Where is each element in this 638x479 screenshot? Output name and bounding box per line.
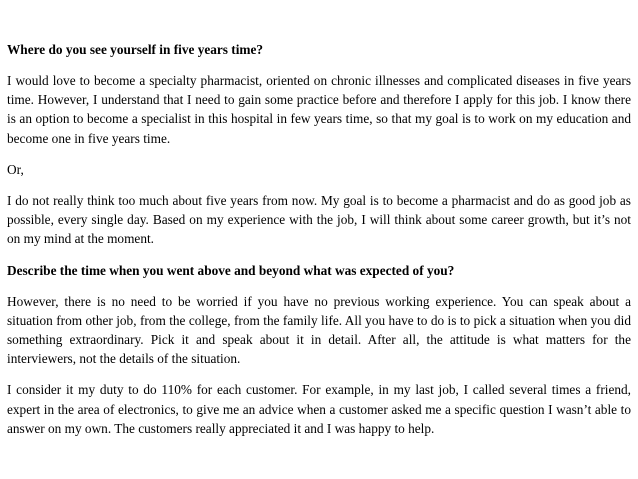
separator-or: Or, bbox=[7, 161, 24, 177]
advice-paragraph: However, there is no need to be worried if you have no previous working experience. You can speak about a situation from other job, from the college, from the family life. All you have to do is to pick a situation when you did something extraordinary. Pick it and speak about it in detail. After all, the attitude is what matters for the interviewers, not the details of the situation. bbox=[7, 293, 631, 367]
answer-paragraph-specialty-pharmacist: I would love to become a specialty pharmacist, oriented on chronic illnesses and complicated diseases in five years time. However, I understand that I need to gain some practice before and therefore I apply for this job. I know there is an option to become a specialist in this hospital in few years time, so that my goal is to work on my education and become one in five years time. bbox=[7, 73, 631, 146]
answer-paragraph-alternative: I do not really think too much about five years from now. My goal is to become a pharmacist and do as good job as possible, every single day. Based on my experience with the job, I will think about some career growth, but it’s not on my mind at the moment. bbox=[7, 193, 631, 247]
document-page bbox=[7, 40, 631, 450]
question-heading-five-years: Where do you see yourself in five years time? bbox=[7, 42, 264, 57]
answer-paragraph-customer: I consider it my duty to do 110% for each customer. For example, in my last job, I called several times a friend, expert in the area of electronics, to give me an advice when a customer asked me a specific question I wasn’t able to answer on my own. The customers really appreciated it and I was happy to help. bbox=[7, 382, 631, 436]
question-heading-above-beyond: Describe the time when you went above and beyond what was expected of you? bbox=[7, 262, 455, 278]
